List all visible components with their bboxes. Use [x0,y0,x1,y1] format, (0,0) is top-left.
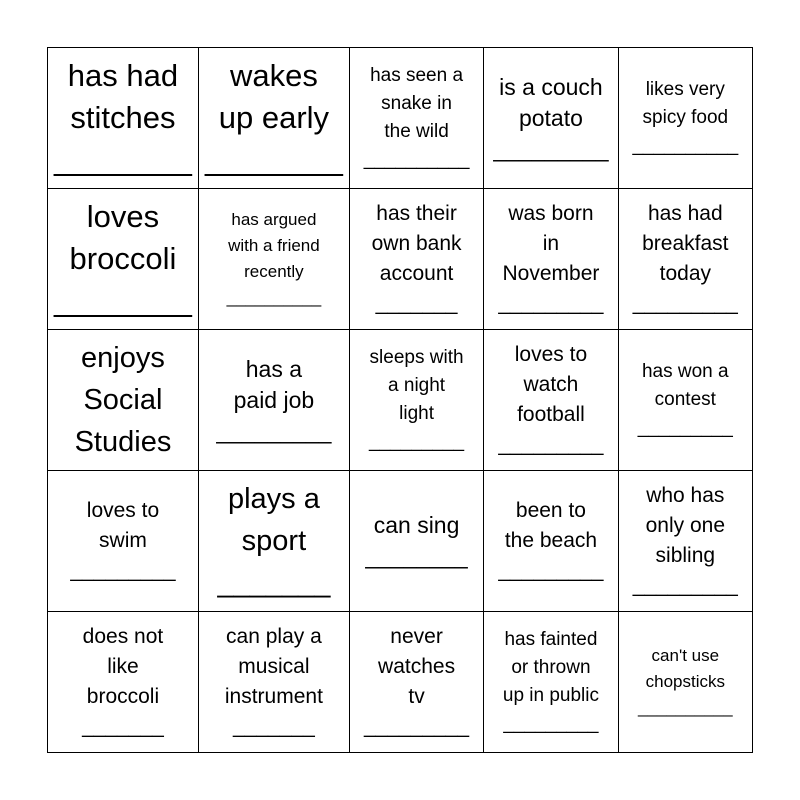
bingo-square[interactable] [199,612,350,753]
bingo-square[interactable] [199,471,350,612]
bingo-square[interactable] [350,48,484,189]
bingo-square[interactable] [619,471,753,612]
bingo-square[interactable] [199,330,350,471]
bingo-square[interactable] [484,189,618,330]
square-label: has argued with a friend recently __________ [226,210,322,307]
bingo-square[interactable] [199,189,350,330]
bingo-square[interactable] [350,189,484,330]
bingo-square[interactable] [48,48,199,189]
bingo-square[interactable] [48,189,199,330]
square-label: has had stitches ________ [54,58,192,177]
square-label: can't use chopsticks __________ [638,646,733,717]
square-label: can sing ________ [365,512,468,569]
square-label: plays a sport _______ [217,483,331,599]
square-label: loves broccoli ________ [54,199,192,318]
square-label: sleeps with a night light _________ [369,347,465,452]
bingo-square[interactable] [48,471,199,612]
bingo-square[interactable] [484,612,618,753]
bingo-square[interactable] [619,612,753,753]
bingo-square[interactable] [619,189,753,330]
square-label: been to the beach _________ [498,499,604,582]
square-label: has their own bank account _______ [371,202,462,315]
bingo-square[interactable] [484,330,618,471]
square-label: does not like broccoli _______ [82,625,164,738]
square-label: loves to watch football _________ [498,343,604,456]
bingo-square[interactable] [619,330,753,471]
bingo-square[interactable] [48,330,199,471]
bingo-board [47,47,753,753]
square-label: has won a contest _________ [637,361,733,438]
bingo-square[interactable] [619,48,753,189]
square-label: wakes up early ________ [204,58,343,177]
bingo-square[interactable] [350,612,484,753]
bingo-square[interactable] [484,471,618,612]
square-label: has a paid job _________ [216,355,332,444]
square-label: can play a musical instrument _______ [224,625,323,738]
square-label: enjoys Social Studies [74,342,172,458]
bingo-square[interactable] [350,471,484,612]
square-label: was born in November _________ [498,202,604,315]
square-label: never watches tv _________ [364,625,470,738]
square-label: who has only one sibling _________ [632,484,738,597]
bingo-square[interactable] [48,612,199,753]
square-label: has fainted or thrown up in public _________ [502,629,599,734]
square-label: has seen a snake in the wild __________ [363,65,470,170]
bingo-square[interactable] [350,330,484,471]
square-label: loves to swim _________ [70,499,176,582]
square-label: is a couch potato _________ [493,73,609,162]
square-label: likes very spicy food __________ [632,79,739,156]
bingo-square[interactable] [199,48,350,189]
bingo-square[interactable] [484,48,618,189]
square-label: has had breakfast today _________ [632,202,738,315]
